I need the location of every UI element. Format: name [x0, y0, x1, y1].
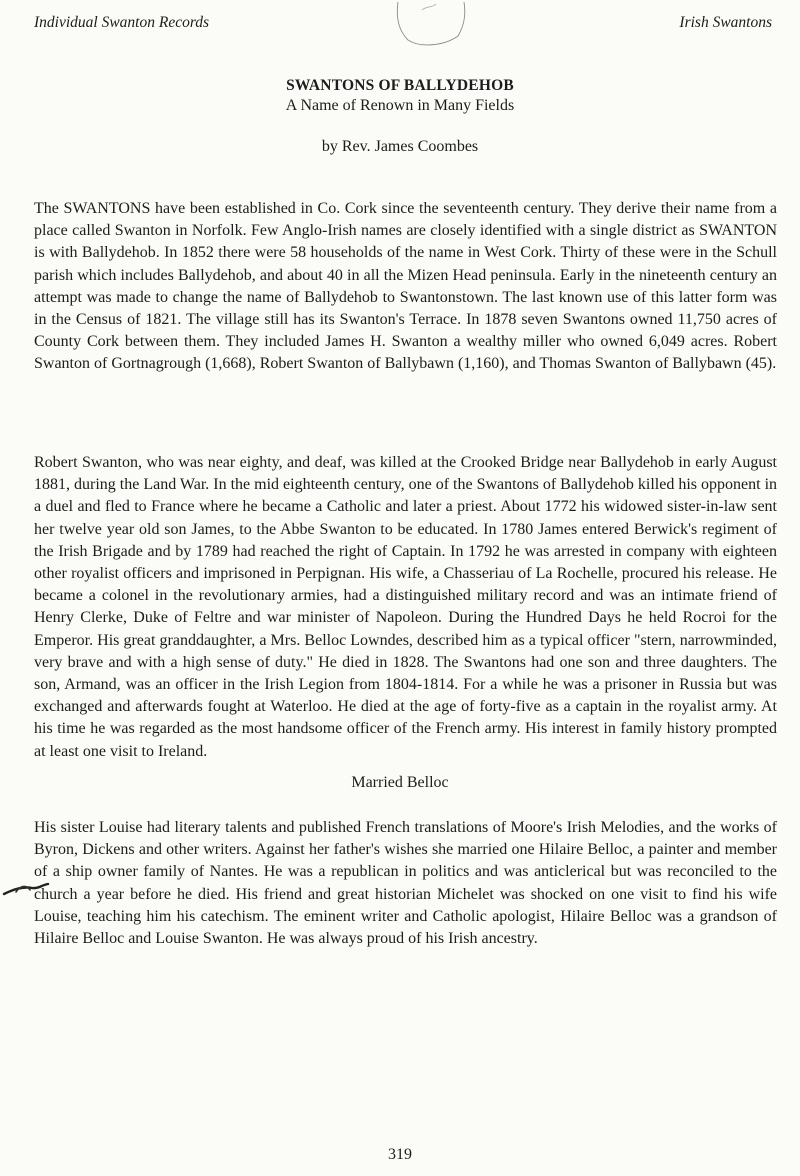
- body-paragraph: Robert Swanton, who was near eighty, and deaf, was killed at the Crooked Bridge near Ballydehob in early August 1881, during the Land War. In the mid eighteenth century, one of the Swantons of Ballydehob killed his opponent in a duel and fled to France where he became a Catholic and later a priest. About 1772 his widowed sister-in-law sent her twelve year old son James, to the Abbe Swanton to be educated. In 1780 James entered Berwick's regiment of the Irish Brigade and by 1789 had reached the right of Captain. In 1792 he was arrested in company with eighteen other royalist officers and imprisoned in Perpignan. His wife, a Chasseriau of La Rochelle, procured his release. He became a colonel in the revolutionary armies, had a distinguished military record and was an intimate friend of Henry Clerke, Duke of Feltre and war minister of Napoleon. During the Hundred Days he held Rocroi for the Emperor. His great granddaughter, a Mrs. Belloc Lowndes, described him as a typical officer "stern, narrowminded, very brave and with a high sense of duty." He died in 1828. The Swantons had one son and three daughters. The son, Armand, was an officer in the Irish Legion from 1804-1814. For a while he was a prisoner in Russia but was exchanged and afterwards fought at Waterloo. He died at the age of forty-five as a captain in the royalist army. At his time he was regarded as the most handsome officer of the French army. His interest in family history prompted at least one visit to Ireland.: [34, 454, 778, 760]
- body-paragraph: The SWANTONS have been established in Co. Cork since the seventeenth century. They derive their name from a place called Swanton in Norfolk. Few Anglo-Irish names are closely identified with a single district as SWANTON is with Ballydehob. In 1852 there were 58 households of the name in West Cork. Thirty of these were in the Schull parish which includes Ballydehob, and about 40 in all the Mizen Head peninsula. Early in the nineteenth century an attempt was made to change the name of Ballydehob to Swantonstown. The last known use of this latter form was in the Census of 1821. The village still has its Swanton's Terrace. In 1878 seven Swantons owned 11,750 acres of County Cork between them. They included James H. Swanton a wealthy miller who owned 6,049 acres. Robert Swanton of Gortnagrough (1,668), Robert Swanton of Ballybawn (1,160), and Thomas Swanton of Ballybawn (45).: [34, 200, 777, 373]
- ink-scribble-icon: [2, 872, 52, 902]
- article-byline: by Rev. James Coombes: [321, 138, 479, 155]
- running-header-right: Irish Swantons: [679, 14, 772, 31]
- body-paragraph: His sister Louise had literary talents and published French translations of Moore's Irish Melodies, and the works of Byron, Dickens and other writers. Against her father's wishes she married one Hilaire Belloc, a painter and member of a ship owner family of Nantes. He was a republican in politics and was anticlerical but was reconciled to the church a year before he died. His friend and great historian Michelet was shocked on one visit to find his wife Louise, teaching him his catechism. The eminent writer and Catholic apologist, Hilaire Belloc was a grandson of Hilaire Belloc and Louise Swanton. He was always proud of his Irish ancestry.: [34, 819, 777, 948]
- pencil-mark-icon: [392, 0, 472, 50]
- article-title: SWANTONS OF BALLYDEHOB: [286, 77, 514, 94]
- running-header-left: Individual Swanton Records: [34, 14, 210, 31]
- article-subtitle: A Name of Renown in Many Fields: [285, 97, 515, 114]
- section-heading: Married Belloc: [351, 774, 449, 791]
- page-number: 319: [388, 1146, 412, 1163]
